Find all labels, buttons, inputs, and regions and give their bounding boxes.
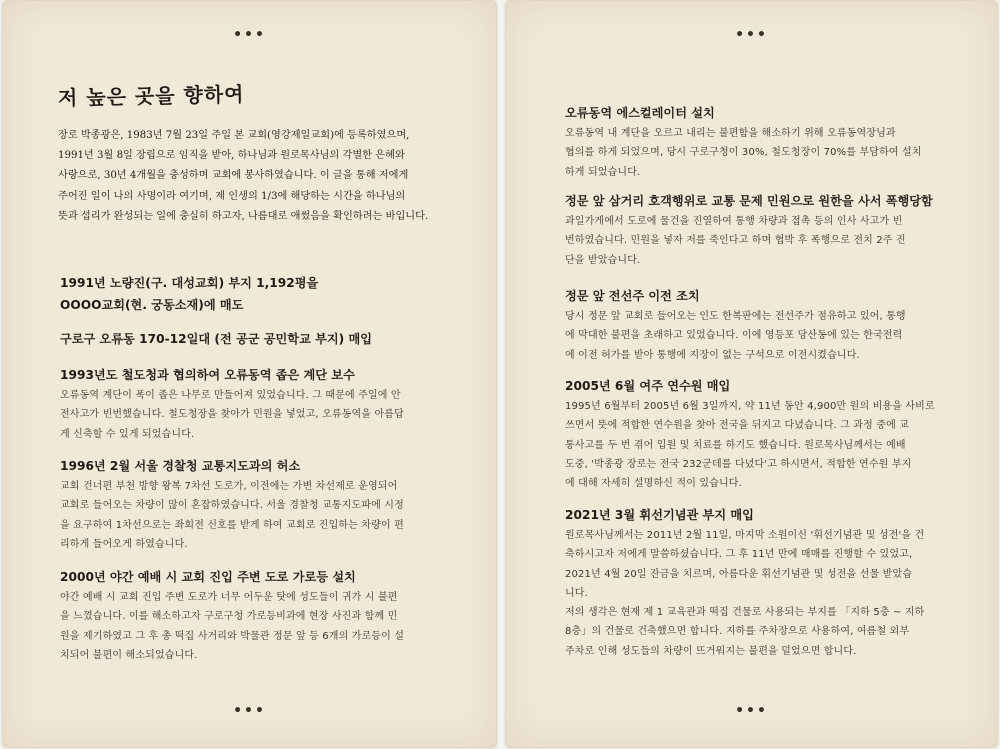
section-body-line: 주차로 인해 성도들의 차량이 뜨거워지는 불편을 덜었으면 합니다. [565,645,857,657]
section-heading: 1993년도 철도청과 협의하여 오류동역 좁은 계단 보수 [60,368,355,382]
section-streetlights [60,566,470,665]
section-heading: 구로구 오류동 170-12일대 (전 공군 공민학교 부지) 매입 [60,332,372,346]
intro-line: 장로 박종광은, 1983년 7월 23일 주일 본 교회(영강제일교회)에 등록하였으며, [58,130,410,141]
section-traffic-signal [60,455,470,554]
intro-line: 뜻과 섭리가 완성되는 일에 충실히 하고자, 나름대로 애썼음을 확인하려는 바입니다. [58,210,429,222]
section-training-center [565,375,975,493]
page-title: 저 높은 곳을 향하여 [57,82,245,110]
more-dots-icon: ••• [735,703,768,719]
section-heading: 오류동역 에스컬레이터 설치 [565,106,715,120]
section-body-line: 전사고가 빈번했습니다. 철도청장을 찾아가 민원을 넣었고, 오류동역을 아름답 [60,409,404,421]
section-stairs-repair [60,364,470,444]
section-utility-pole [565,285,975,365]
section-body-line: 원로목사님께서는 2011년 2월 11일, 마지막 소원이신 '휘선기념관 및 성전'을 건 [565,530,925,541]
section-body-line: 교회로 들어오는 차량이 많이 혼잡하였습니다. 서울 경찰청 교통지도파에 시정 [60,500,404,512]
section-body-line: 에 이전 허가를 받아 통행에 지장이 없는 구석으로 이전시켰습니다. [565,349,860,361]
section-heading: 2021년 3월 휘선기념관 부지 매입 [565,508,754,522]
section-body-line: 야간 예배 시 교회 진입 주변 도로가 너무 어두운 탓에 성도들이 귀가 시 불편 [60,592,398,603]
more-dots-icon: ••• [233,27,266,43]
section-body-line: 2021년 4월 20일 잔금을 치르며, 아름다운 휘선기념관 및 성전을 선물 받았습 [565,568,913,580]
section-body-line: 교회 건너편 부천 방향 왕복 7차선 도로가, 이전에는 가변 차선제로 운영되어 [60,481,398,492]
left-page [2,0,497,748]
section-body-line: 8층」의 건물로 건축했으면 합니다. 지하를 주차장으로 사용하여, 여름철 외부 [565,626,910,638]
section-body-line: 1995년 6월부터 2005년 6월 3일까지, 약 11년 동안 4,900만 원의 비용을 사비로 [565,401,935,412]
section-body-line: 니다. [565,587,588,599]
section-body-line: 을 요구하여 1차선으로는 좌회전 신호를 받게 하여 교회로 진입하는 차량이 편 [60,519,404,531]
section-body-line: 게 신축할 수 있게 되었습니다. [60,428,195,440]
section-body-line: 쓰면서 뜻에 적합한 연수원을 찾아 전국을 뒤지고 다녔습니다. 그 과정 중에 교 [565,420,910,432]
section-body-line: 축하시고자 저에게 말씀하셨습니다. 그 후 11년 만에 매매를 진행할 수 있었고, [565,549,913,561]
section-body-line: 당시 정문 앞 교회로 들어오는 인도 한복판에는 전선주가 점유하고 있어, 통행 [565,311,906,322]
section-body-line: 에 대해 자세히 설명하신 적이 있습니다. [565,478,742,490]
right-page [505,0,998,748]
intro-paragraph [58,126,463,227]
section-heading: 정문 앞 삼거리 호객행위로 교통 문제 민원으로 원한을 사서 폭행당함 [565,194,933,208]
section-body-line: 협의를 하게 되었으며, 당시 구로구청이 30%, 철도청장이 70%를 부담하여 설치 [565,147,922,159]
intro-line: 1991년 3월 8일 장립으로 임직을 받아, 하나님과 원로목사님의 각별한 은혜와 [58,150,405,162]
section-body-line: 리하게 들어오게 하였습니다. [60,538,188,550]
more-dots-icon: ••• [735,27,768,43]
intro-line: 주어진 일이 나의 사명이라 여기며, 제 인생의 1/3에 해당하는 시간을 하나님의 [58,190,406,202]
section-body-line: 을 느꼈습니다. 이를 해소하고자 구로구청 가로등비과에 현장 사진과 함께 민 [60,611,398,623]
section-body-line: 원을 제기하였고 그 후 총 떡집 사거리와 박물관 정문 앞 등 6개의 가로등이 설 [60,630,405,642]
section-body-line: 오류동역 내 계단을 오르고 내리는 불편함을 해소하기 위해 오류동역장님과 [565,128,896,139]
section-heading: 1996년 2월 서울 경찰청 교통지도과의 허소 [60,459,301,473]
section-assault [565,190,975,270]
section-body-line: 에 막대한 불편을 초래하고 있었습니다. 이에 영등포 당산동에 있는 한국전력 [565,330,903,342]
section-heading: 정문 앞 전선주 이전 조치 [565,289,700,303]
intro-line: 사랑으로, 30년 4개월을 충성하며 교회에 봉사하였습니다. 이 글을 통해 저에게 [58,170,409,182]
section-heading: OOOO교회(현. 궁동소재)에 매도 [60,298,244,312]
more-dots-icon: ••• [233,703,266,719]
section-oryu-purchase [60,328,470,350]
section-body-line: 오류동역 계단이 폭이 좁은 나무로 만들어져 있었습니다. 그 때문에 주일에 안 [60,390,401,401]
section-heading: 2000년 야간 예배 시 교회 진입 주변 도로 가로등 설치 [60,570,356,584]
section-body-line: 저의 생각은 현재 제 1 교육관과 떡집 건물로 사용되는 부지를 「지하 5층 ~ 지하 [565,607,925,619]
section-body-line: 도중, '박종광 장로는 전국 232군데를 다녔다'고 하시면서, 적합한 연수원 부지 [565,458,912,470]
section-heading: 1991년 노량진(구. 대성교회) 부지 1,192평을 [60,276,319,290]
section-body-line: 과일가게에서 도로에 물건을 진열하여 통행 차량과 접촉 등의 인사 사고가 빈 [565,216,903,227]
section-body-line: 치되어 불편이 해소되었습니다. [60,649,198,661]
section-escalator [565,102,975,182]
section-noryangjin-sale [60,272,470,316]
section-body-line: 하게 되었습니다. [565,166,641,178]
section-body-line: 통사고를 두 번 겪어 입원 및 치료를 하기도 했습니다. 원로목사님께서는 예배 [565,439,906,451]
section-memorial-hall [565,504,975,661]
section-body-line: 번하였습니다. 민원을 넣자 저를 죽인다고 하며 협박 후 폭행으로 전치 2주 진 [565,235,906,247]
section-heading: 2005년 6월 여주 연수원 매입 [565,379,731,393]
section-body-line: 단을 받았습니다. [565,254,641,266]
